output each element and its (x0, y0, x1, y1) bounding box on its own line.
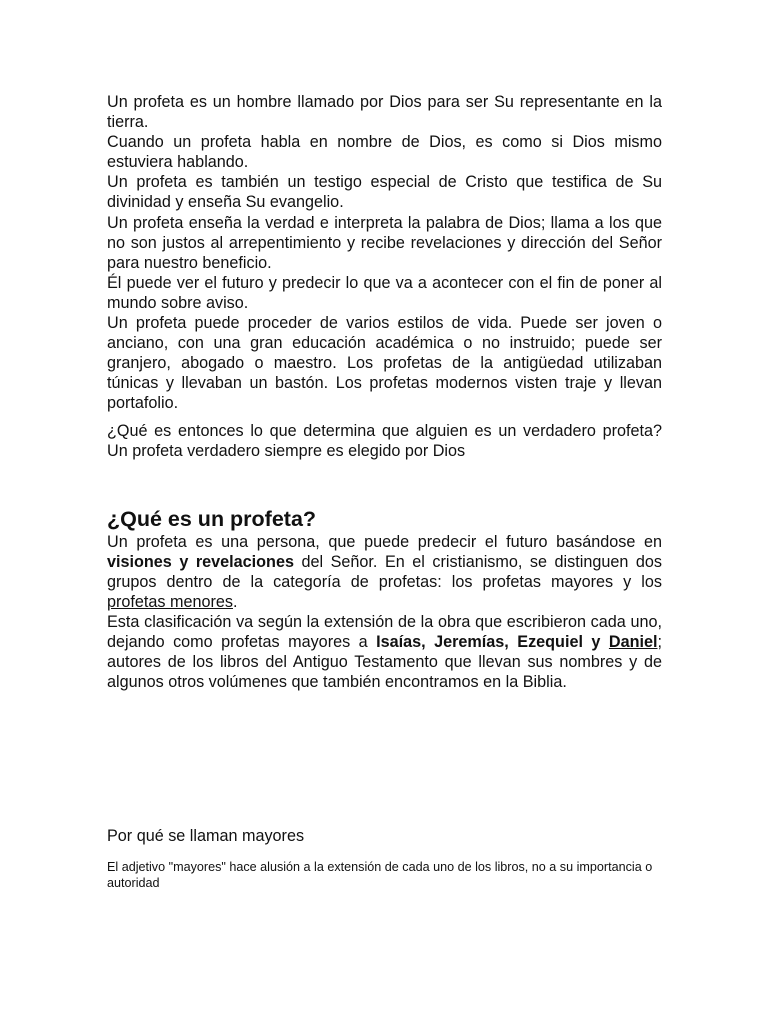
section-heading: ¿Qué es un profeta? (107, 506, 317, 531)
bold-text-major-prophets: Isaías, Jeremías, Ezequiel y (376, 633, 609, 652)
link-daniel[interactable]: Daniel (608, 633, 658, 652)
link-profetas-menores[interactable]: profetas menores (107, 592, 233, 611)
paragraph-teaches-truth: Un profeta enseña la verdad e interpreta la palabra de Dios; llama a los que no son justos al arrepentimiento y recibe revelaciones y dirección del Señor para nuestro beneficio. (107, 213, 662, 272)
bold-text-visions: visiones y revelaciones (107, 552, 294, 571)
text-run: del Señor. En el cristianismo, se distinguen dos grupos dentro de la categoría de profetas: los profetas mayores y los (107, 552, 662, 591)
paragraph-true-prophet: ¿Qué es entonces lo que determina que alguien es un verdadero profeta? Un profeta verdadero siempre es elegido por Dios (107, 421, 662, 460)
paragraph-witness-of-christ: Un profeta es también un testigo especial de Cristo que testifica de Su divinidad y enseña Su evangelio. (107, 173, 662, 212)
paragraph-lifestyles: Un profeta puede proceder de varios estilos de vida. Puede ser joven o anciano, con una gran educación académica o no instruido; puede ser granjero, abogado o maestro. Los profetas de la antigüedad utilizaban túnicas y llevaban un bastón. Los profetas modernos visten traje y llevan portafolio. (107, 314, 662, 413)
paragraph-sees-future: Él puede ver el futuro y predecir lo que va a acontecer con el fin de poner al mundo sobre aviso. (107, 273, 662, 312)
paragraph-classification (107, 612, 662, 692)
document-body (107, 92, 662, 891)
paragraph-what-is-prophet (107, 532, 662, 612)
paragraph-major-note: El adjetivo "mayores" hace alusión a la extensión de cada uno de los libros, no a su importancia o autoridad (107, 860, 653, 890)
text-run: Un profeta es una persona, que puede predecir el futuro basándose en (107, 532, 662, 551)
text-run: ; autores de los libros del Antiguo Testamento que llevan sus nombres y de algunos otros volúmenes que también encontramos en la Biblia. (107, 633, 662, 692)
paragraph-speaks-for-god: Cuando un profeta habla en nombre de Dios, es como si Dios mismo estuviera hablando. (107, 133, 662, 172)
text-run: Esta clasificación va según la extensión de la obra que escribieron cada uno, dejando como profetas mayores a (107, 613, 662, 652)
paragraph-prophet-definition: Un profeta es un hombre llamado por Dios para ser Su representante en la tierra. (107, 93, 662, 132)
text-run: . (232, 592, 238, 611)
subheading-why-major: Por qué se llaman mayores (107, 827, 305, 846)
